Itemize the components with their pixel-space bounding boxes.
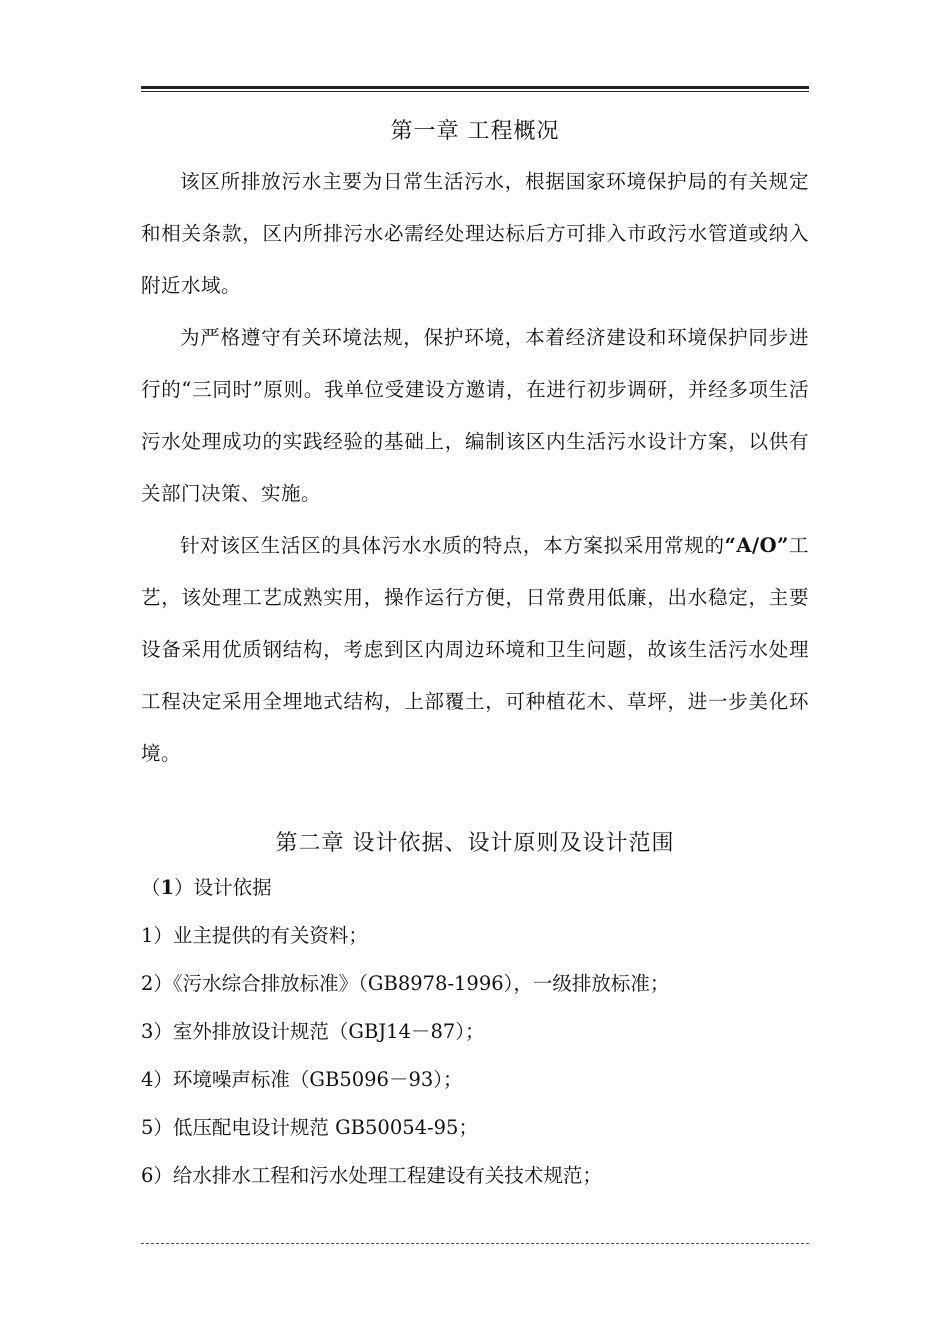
page-content — [141, 112, 809, 1200]
design-basis-item-6: 6）给水排水工程和污水处理工程建设有关技术规范； — [141, 1164, 602, 1187]
section-number: 1 — [160, 876, 175, 899]
chapter-1-paragraph-1: 该区所排放污水主要为日常生活污水，根据国家环境保护局的有关规定和相关条款，区内所排污水必需经处理达标后方可排入市政污水管道或纳入附近水域。 — [141, 170, 809, 297]
section-open-paren: （ — [141, 876, 161, 899]
design-basis-item-5: 5）低压配电设计规范 GB50054-95； — [141, 1116, 478, 1139]
paragraph-3-lead: 针对该区生活区的具体污水水质的特点，本方案拟采用常规的 — [180, 534, 725, 557]
paragraph-3-rest: 工艺，该处理工艺成熟实用，操作运行方便，日常费用低廉，出水稳定，主要设备采用优质钢结构，考虑到区内周边环境和卫生问题，故该生活污水处理工程决定采用全埋地式结构，上部覆土，可种植花木、草坪，进一步美化环境。 — [141, 534, 809, 765]
chapter-1-paragraph-2: 为严格遵守有关环境法规，保护环境，本着经济建设和环境保护同步进行的“三同时”原则。我单位受建设方邀请，在进行初步调研，并经多项生活污水处理成功的实践经验的基础上，编制该区内生活污水设计方案，以供有关部门决策、实施。 — [141, 326, 809, 505]
chapter-1-paragraph-3 — [141, 520, 809, 780]
footer-dashed-rule — [141, 1243, 809, 1244]
design-basis-item-3: 3）室外排放设计规范（GBJ14－87）； — [141, 1020, 485, 1043]
section-heading-design-basis — [141, 864, 809, 912]
design-basis-item-2: 2）《污水综合排放标准》（GB8978-1996），一级排放标准； — [141, 972, 670, 995]
chapter-1-title: 第一章 工程概况 — [390, 119, 560, 144]
section-heading-text: ）设计依据 — [174, 876, 272, 899]
header-double-rule — [141, 86, 809, 92]
design-basis-item-1: 1）业主提供的有关资料； — [141, 924, 368, 947]
ao-process-term: “A/O” — [724, 534, 789, 557]
chapter-2-title: 第二章 设计依据、设计原则及设计范围 — [275, 831, 675, 856]
design-basis-item-4: 4）环境噪声标准（GB5096－93）； — [141, 1068, 463, 1091]
